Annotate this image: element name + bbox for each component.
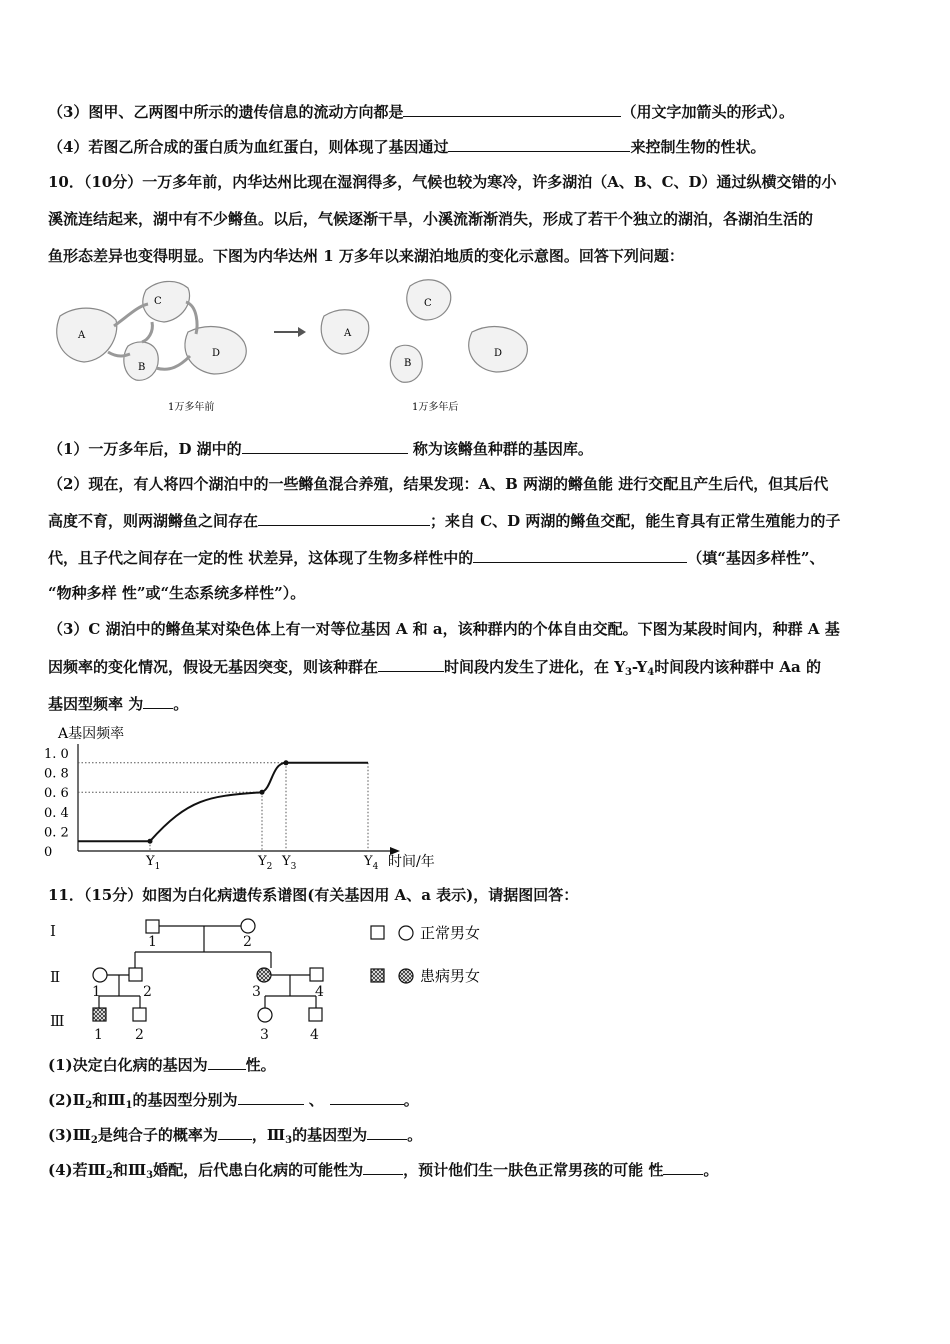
lake-label: D [212, 348, 221, 359]
pedigree-female-normal [241, 919, 255, 933]
lake-label: D [494, 348, 503, 359]
lake-label: A [78, 330, 86, 341]
gene-frequency-chart [40, 720, 470, 875]
pedigree-female-normal [258, 1008, 272, 1022]
stream [114, 304, 148, 326]
stream [142, 322, 152, 342]
answer-blank[interactable] [378, 655, 444, 672]
answer-blank[interactable] [367, 1123, 407, 1140]
q11-part2: $(2)Ⅱ_2$和$Ⅲ_1$的基因型分别为 、 。 [48, 1088, 419, 1117]
q11-part3: $(3)Ⅲ_2$是纯合子的概率为 ，$Ⅲ_3$的基因型为 。 [48, 1123, 422, 1152]
lake-c-before [143, 281, 190, 322]
individual-number: 4 [315, 984, 324, 1000]
legend-female-normal-icon [399, 926, 413, 940]
q10-part2-line3: 代，且子代之间存在一定的性 状差异，这体现了生物多样性中的 （填“基因多样性”、 [48, 546, 825, 569]
lake-a-before [57, 308, 117, 362]
map-caption-after: 1万多年后 [412, 402, 459, 413]
data-point [260, 790, 265, 795]
q10-stem-line3: 鱼形态差异也变得明显。下图为内华达州 1 万多年以来湖泊地质的变化示意图。回答下列问题： [48, 247, 684, 265]
individual-number: 1 [92, 984, 101, 1000]
y-tick-label: 0. 2 [44, 825, 69, 841]
legend-female-affected-icon [399, 969, 413, 983]
x-tick-label: $Y_2$ [258, 854, 273, 872]
q10-part3-line2: 因频率的变化情况，假设无基因突变，则该种群在 时间段内发生了进化，在 $Y_3-Y_4$时间段内该种群中 Aa 的 [48, 655, 821, 684]
pedigree-female-affected [257, 968, 271, 982]
individual-number: 2 [135, 1027, 144, 1043]
y-tick-label: 0. 4 [44, 805, 69, 821]
frequency-curve [78, 763, 368, 841]
q11-stem: 11．（15分）如图为白化病遗传系谱图(有关基因用 A、a 表示)，请据图回答： [48, 886, 579, 904]
pedigree-chart [44, 912, 504, 1047]
individual-number: 3 [260, 1027, 269, 1043]
lake-label: A [344, 328, 352, 339]
lake-map-figure [48, 276, 538, 416]
pedigree-female-normal [93, 968, 107, 982]
generation-label: Ⅰ [50, 922, 56, 940]
data-point [148, 839, 153, 844]
pedigree-male-normal [129, 968, 142, 981]
generation-label: Ⅲ [50, 1012, 65, 1030]
individual-number: 1 [94, 1027, 103, 1043]
q10-part3-line3: 基因型频率 为 。 [48, 692, 188, 715]
arrow-head-icon [298, 327, 306, 337]
q9-part4: （4）若图乙所合成的蛋白质为血红蛋白，则体现了基因通过 来控制生物的性状。 [48, 135, 765, 158]
q10-stem-line2: 溪流连结起来，湖中有不少鳉鱼。以后，气候逐渐干旱，小溪流渐渐消失，形成了若干个独立的湖泊，各湖泊生活的 [48, 210, 814, 228]
individual-number: 2 [143, 984, 152, 1000]
individual-number: 4 [310, 1027, 319, 1043]
pedigree-male-normal [309, 1008, 322, 1021]
answer-blank[interactable] [330, 1088, 404, 1105]
q11-part1: (1)决定白化病的基因为 性。 [48, 1053, 276, 1076]
pedigree-male-normal [146, 920, 159, 933]
legend-affected-label: 患病男女 [420, 967, 481, 985]
q10-part1: （1）一万多年后，D 湖中的 称为该鳉鱼种群的基因库。 [48, 437, 593, 460]
answer-blank[interactable] [143, 692, 173, 709]
lake-label: B [138, 362, 146, 373]
answer-blank[interactable] [208, 1053, 246, 1070]
y-tick-label: 0. 6 [44, 786, 69, 802]
y-tick-label: 0 [44, 845, 53, 860]
stream [156, 356, 190, 369]
legend-male-normal-icon [371, 926, 384, 939]
pedigree-male-normal [310, 968, 323, 981]
map-caption-before: 1万多年前 [168, 402, 215, 413]
answer-blank[interactable] [363, 1158, 403, 1175]
pedigree-male-affected [93, 1008, 106, 1021]
individual-number: 2 [243, 934, 252, 950]
q10-part2-line2: 高度不育，则两湖鳉鱼之间存在 ；来自 C、D 两湖的鳉鱼交配，能生育具有正常生殖能力的子 [48, 509, 840, 532]
lake-label: B [404, 358, 412, 369]
answer-blank[interactable] [448, 135, 630, 152]
y-tick-label: 1. 0 [44, 747, 69, 762]
individual-number: 3 [252, 984, 261, 1000]
lake-label: C [154, 296, 162, 307]
q10-part2-line4: “物种多样 性”或“生态系统多样性”）。 [48, 584, 306, 602]
data-point [284, 760, 289, 765]
q10-part3-line1: （3）C 湖泊中的鳉鱼某对染色体上有一对等位基因 A 和 a，该种群内的个体自由交配。下图为某段时间内，种群 A 基 [48, 620, 840, 638]
q10-part2-line1: （2）现在，有人将四个湖泊中的一些鳉鱼混合养殖，结果发现：A、B 两湖的鳉鱼能 进行交配且产生后代，但其后代 [48, 475, 829, 493]
chart-ylabel: A基因频率 [58, 726, 125, 742]
x-tick-label: $Y_4$ [364, 854, 379, 872]
legend-male-affected-icon [371, 969, 384, 982]
lake-label: C [424, 298, 432, 309]
answer-blank[interactable] [218, 1123, 252, 1140]
answer-blank[interactable] [258, 509, 430, 526]
q11-part4: (4)若$Ⅲ_2$和$Ⅲ_3$婚配，后代患白化病的可能性为 ，预计他们生一肤色正常男孩的可能 性 。 [48, 1158, 718, 1187]
answer-blank[interactable] [403, 100, 621, 117]
answer-blank[interactable] [473, 546, 687, 563]
y-tick-label: 0. 8 [44, 766, 69, 782]
pedigree-male-normal [133, 1008, 146, 1021]
x-tick-label: $Y_3$ [282, 854, 297, 872]
generation-label: Ⅱ [50, 968, 61, 986]
individual-number: 1 [148, 934, 157, 950]
chart-xlabel: 时间/年 [388, 854, 435, 870]
answer-blank[interactable] [242, 437, 408, 454]
answer-blank[interactable] [663, 1158, 703, 1175]
q10-stem-line1: 10．（10分）一万多年前，内华达州比现在湿润得多，气候也较为寒冷，许多湖泊（A、B、C、D）通过纵横交错的小 [48, 173, 837, 191]
q9-part3: （3）图甲、乙两图中所示的遗传信息的流动方向都是 （用文字加箭头的形式）。 [48, 100, 794, 123]
legend-normal-label: 正常男女 [420, 924, 481, 942]
x-tick-label: $Y_1$ [146, 854, 161, 872]
answer-blank[interactable] [238, 1088, 304, 1105]
